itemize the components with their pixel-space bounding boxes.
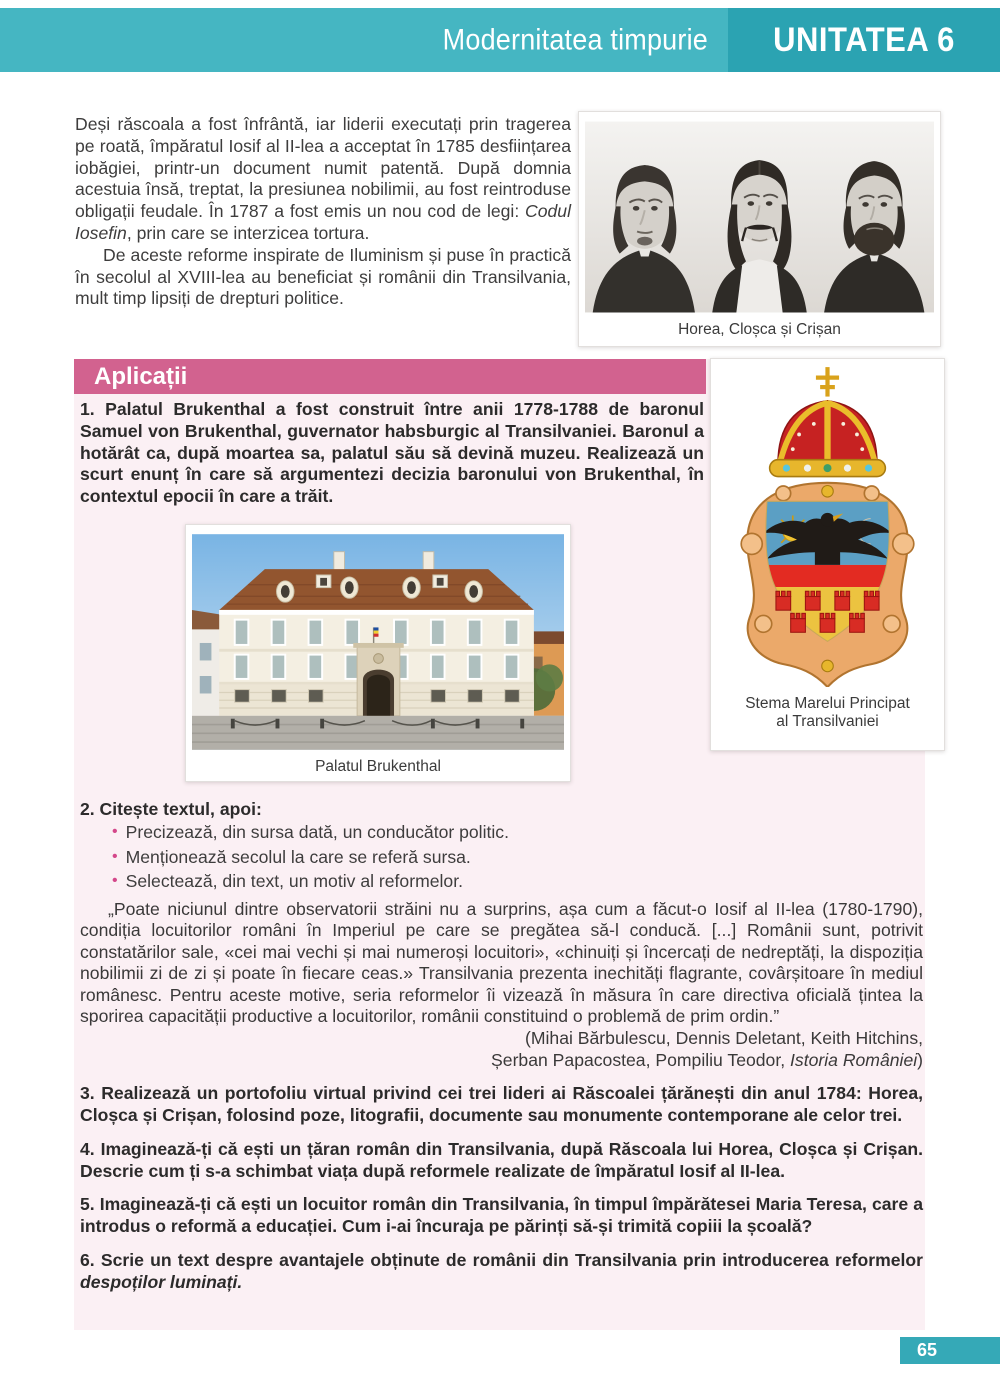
task-6-italic: despoților luminați. (80, 1271, 243, 1292)
attribution-close-paren: ) (917, 1049, 923, 1070)
coat-of-arms-caption (717, 687, 938, 734)
task-1: 1. Palatul Brukenthal a fost construit între anii 1778-1788 de baronul Samuel von Brukenthal, guvernator habsburgic al Transilvaniei. Baronul a hotărât ca, după moartea sa, palatul său să devină muzeu. Realizează un scurt enunț în care să argumentezi decizia baronului von Brukenthal, în contextul epocii în care a trăit. (80, 399, 704, 507)
section-title-band (0, 8, 728, 72)
task-3: 3. Realizează un portofoliu virtual privind cei trei lideri ai Răscoalei țărănești din anul 1784: Horea, Cloșca și Crișan, folosind poze, litografii, documente sau monumente contemporane ale celor trei. (80, 1083, 923, 1126)
task-2-bullet-3 (112, 869, 923, 894)
intro-text (75, 114, 571, 310)
aplicatii-title-bar (74, 359, 706, 394)
coat-caption-line-2: al Transilvaniei (776, 713, 879, 730)
task-4: 4. Imaginează-ți că ești un țăran român din Transilvania, după Răscoala lui Horea, Cloșca și Crișan. Descrie cum ți s-a schimbat viața după reformele realizate de împăratul Iosif al II-lea. (80, 1138, 923, 1181)
task-2-bullet-3-text: Selectează, din text, un motiv al reformelor. (125, 871, 463, 891)
bullet-icon: • (112, 872, 118, 889)
task-2-bullet-1-text: Precizează, din sursa dată, un conducător politic. (125, 822, 509, 842)
aplicatii-title: Aplicații (94, 362, 188, 390)
task-2-title: 2. Citește textul, apoi: (80, 799, 262, 819)
palace-image (192, 531, 564, 753)
quote-attribution-line-2 (80, 1050, 923, 1072)
intro-paragraph-1-end: , prin care se interzicea tortura. (126, 222, 370, 243)
section-title: Modernitatea timpurie (442, 23, 708, 56)
unit-band (728, 8, 1000, 72)
page-number: 65 (917, 1340, 938, 1360)
task-5: 5. Imaginează-ți că ești un locuitor român din Transilvania, în timpul împărătesei Maria Teresa, care a introdus o reformă a educației. Cum i-ai încuraja pe părinți să-și trimită copiii la școală? (80, 1194, 923, 1237)
task-6 (80, 1250, 923, 1294)
tasks-block (80, 798, 923, 1294)
portrait-card (578, 111, 941, 347)
palace-caption: Palatul Brukenthal (315, 758, 441, 775)
attribution-authors: Șerban Papacostea, Pompiliu Teodor, (491, 1049, 791, 1070)
coat-of-arms-image (717, 365, 938, 687)
palace-card (185, 524, 571, 782)
unit-label: UNITATEA 6 (773, 20, 955, 59)
source-quote: „Poate niciunul dintre observatorii străini nu a surprins, așa cum a făcut-o Iosif al II-lea (1780-1790), condiția locuitorilor români în Imperiul pe care se pregătea să-l conducă. [...] Românii sunt, potrivit constatărilor sale, «cei mai vechi și mai numeroși locuitori», «chinuiți și încercați de nedreptăți, la dispoziția nobilimii zi de zi și poate în fiecare ceas.» Transilvania prezenta inechități flagrante, covârșitoare în mediul românesc. Pentru aceste motive, seria reformelor îi vizează în măsura în care directiva oficială țintea la sporirea capacității productive a locuitorilor, românii constituind o problemă de prim ordin.” (80, 898, 923, 1027)
attribution-book-title: Istoria României (790, 1049, 918, 1070)
task-2-bullet-1 (112, 820, 923, 845)
portrait-caption: Horea, Cloșca și Crișan (678, 321, 841, 338)
intro-paragraph-1-italic: Codul Iosefin (75, 201, 571, 243)
intro-paragraph-1-text: Deși răscoala a fost înfrântă, iar liderii executați prin tragerea pe roată, împăratul Iosif al II-lea a acceptat în 1785 desființarea iobăgiei, printr-un document numit patentă. După domnia acestuia însă, treptat, la presiunea nobilimii, au fost reintroduse obligații feudale. În 1787 a fost emis un nou cod de legi: (75, 114, 571, 222)
intro-paragraph-1 (75, 114, 571, 245)
bullet-icon: • (112, 823, 118, 840)
page-header (0, 8, 1000, 72)
task-2-bullet-2 (112, 845, 923, 870)
task-6-text: 6. Scrie un text despre avantajele obținute de românii din Transilvania prin introducerea reformelor (80, 1250, 923, 1271)
coat-caption-line-1: Stema Marelui Principat (745, 695, 910, 712)
quote-attribution-line-1: (Mihai Bărbulescu, Dennis Deletant, Keith Hitchins, (525, 1028, 923, 1049)
bullet-icon: • (112, 847, 118, 865)
coat-of-arms-card (710, 358, 945, 751)
intro-paragraph-2: De aceste reforme inspirate de Iluminism și puse în practică în secolul al XVIII-lea au beneficiat și românii din Transilvania, mult timp lipsiți de drepturi politice. (75, 244, 571, 309)
portrait-image (585, 118, 934, 316)
page-number-box (900, 1337, 1000, 1364)
task-2-bullet-2-text: Menționează secolul la care se referă sursa. (125, 846, 471, 867)
